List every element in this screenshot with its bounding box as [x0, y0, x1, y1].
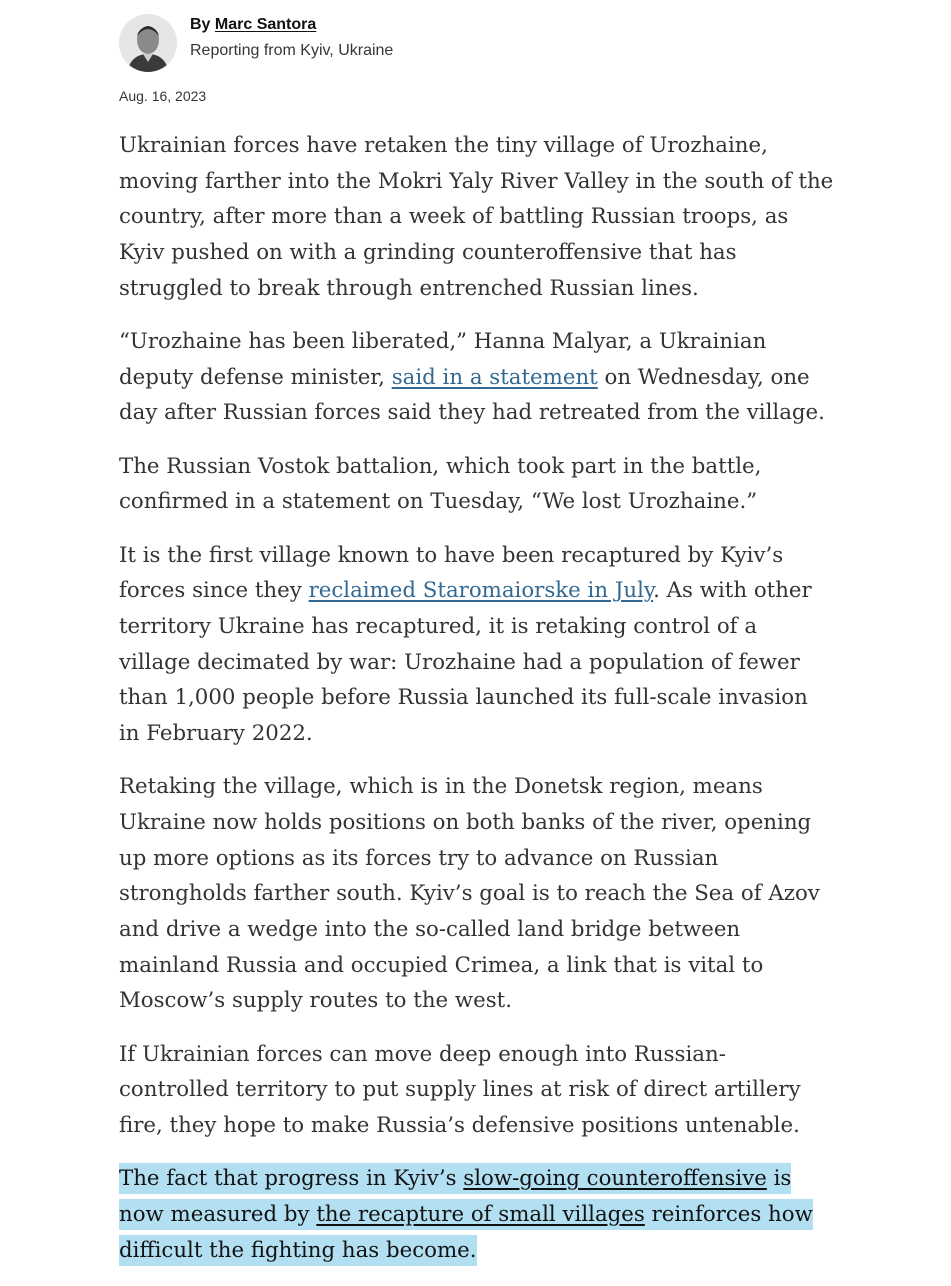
paragraph-1: Ukrainian forces have retaken the tiny village of Urozhaine, moving farther into the Mokri Yaly River Valley in the south of the country, after more than a week of battling Russian troops, as Kyiv pushed on with a grinding counteroffensive that has struggled to break through entrenched Russian lines.: [119, 133, 834, 301]
byline-author-line: [190, 14, 393, 36]
paragraph-7-text-a: The fact that progress in Kyiv’s: [119, 1166, 464, 1192]
paragraph-6: If Ukrainian forces can move deep enough into Russian-controlled territory to put supply lines at risk of direct artillery fire, they hope to make Russia’s defensive positions untenable.: [119, 1041, 801, 1139]
paragraph-4-text-b: . As with other territory Ukraine has recaptured, it is retaking control of a village decimated by war: Urozhaine had a population of fewer than 1,000 people before Russia launched its full-scale invasion in February 2022.: [119, 578, 812, 747]
paragraph-3: The Russian Vostok battalion, which took part in the battle, confirmed in a statement on Tuesday, “We lost Urozhaine.”: [119, 453, 762, 515]
paragraph-7-text-b: is now measured by: [119, 1166, 792, 1227]
selected-text[interactable]: [119, 1163, 813, 1265]
slow-going-counteroffensive-link[interactable]: slow-going counteroffensive: [463, 1166, 767, 1192]
reporting-location: Reporting from Kyiv, Ukraine: [190, 42, 394, 59]
paragraph-5: Retaking the village, which is in the Donetsk region, means Ukraine now holds positions on both banks of the river, opening up more options as its forces try to advance on Russian strongholds farther south. Kyiv’s goal is to reach the Sea of Azov and drive a wedge into the so-called land bridge between mainland Russia and occupied Crimea, a link that is vital to Moscow’s supply routes to the west.: [119, 774, 820, 1014]
paragraph-4-text-a: It is the first village known to have been recaptured by Kyiv’s forces since they: [119, 542, 784, 604]
paragraph-2-text-a: “Urozhaine has been liberated,” Hanna Malyar, a Ukrainian deputy defense minister,: [119, 329, 767, 390]
paragraph-2: [119, 324, 835, 431]
recapture-of-small-villages-link[interactable]: the recapture of small villages: [316, 1201, 645, 1227]
author-avatar[interactable]: [119, 14, 177, 72]
paragraph-7-text-c: reinforces how difficult the fighting has become.: [119, 1201, 813, 1263]
paragraph-7-selected[interactable]: [119, 1161, 835, 1268]
paragraph-2-text-b: on Wednesday, one day after Russian forces said they had retreated from the village.: [119, 364, 825, 426]
byline: [119, 14, 393, 72]
paragraph-4: [119, 538, 835, 752]
author-link[interactable]: Marc Santora: [214, 16, 317, 33]
byline-prefix: By: [190, 16, 215, 33]
article-body: [119, 128, 835, 1286]
reclaimed-staromaiorske-link[interactable]: reclaimed Staromaiorske in July: [308, 578, 654, 604]
publish-date: Aug. 16, 2023: [119, 88, 207, 104]
said-in-a-statement-link[interactable]: said in a statement: [391, 364, 598, 390]
